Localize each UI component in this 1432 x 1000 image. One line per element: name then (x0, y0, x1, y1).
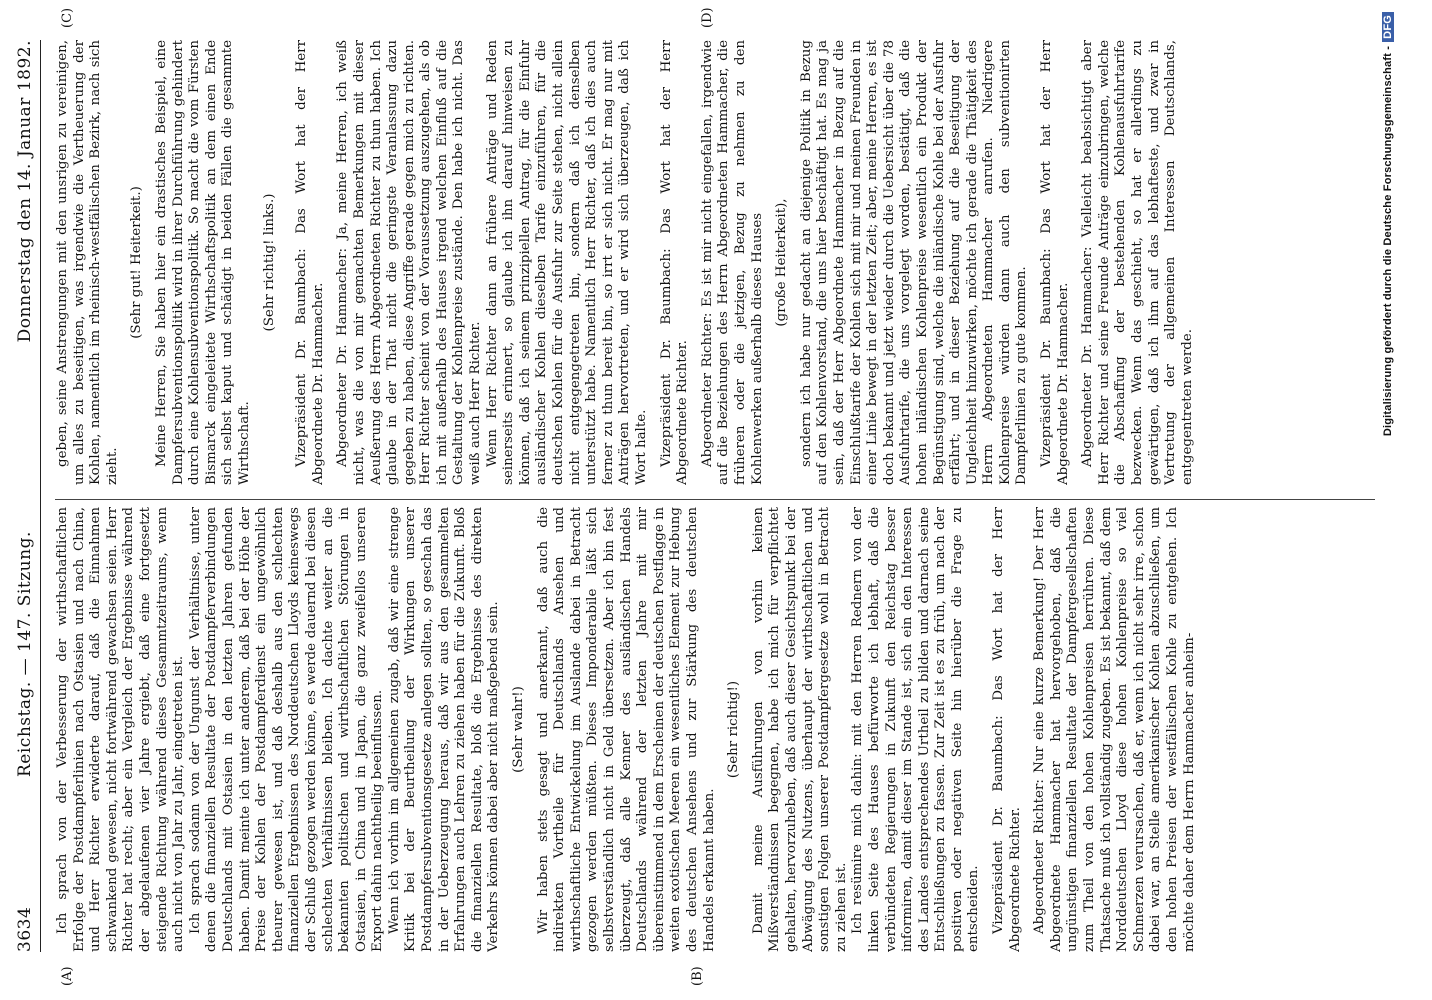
paragraph: Ich sprach von der Verbesserung der wirthschaftlichen Erfolge der Postdampferlinien nach Ostasien und nach China, und Herr Richter erwiderte darauf, daß die Einnahmen schwankend gewesen, nicht fortwährend gewachsen seien. Herr Richter hat recht; aber ein Vergleich der Ergebnisse während der abgelaufenen vier Jahre ergiebt, daß eine fortgesetzt steigende Richtung während dieses Gesammtzeitraums, wenn auch nicht von Jahr zu Jahr, eingetreten ist. (55, 507, 187, 952)
paragraph: Meine Herren, Sie haben hier ein drastisches Beispiel, eine Dampfersubventionspolitik wird in ihrer Durchführung gehindert durch eine Kohlensubventionspolitik. So macht die vom Fürsten Bismarck eingeleitete Wirthschaftspolitik an dem einen Ende sich selbst kaput und schädigt in beiden Fällen die gesammte Wirthschaft. (153, 40, 252, 485)
page-number: 3634 (15, 906, 35, 952)
paragraph: Abgeordneter Dr. Hammacher: Vielleicht beabsichtigt aber Herr Richter und seine Freunde Anträge einzubringen, welche die Abschaffung der bestehenden Kohlenausfuhrtarife bezwecken. Wenn das geschieht, so hat er allerdings zu gewärtigen, daß ich ihm auf das lebhafteste, und zwar in Vertretung der allgemeinen Interessen Deutschlands, entgegentreten werde. (1080, 40, 1195, 485)
column-divider (55, 499, 1375, 500)
interjection: (Sehr richtig!) (726, 680, 742, 779)
right-text-column (55, 40, 1375, 485)
interjection: (Sehr richtig! links.) (261, 193, 277, 332)
left-text-column (55, 507, 1375, 952)
paragraph: Ich sprach sodann von der Ungunst der Verhältnisse, unter denen die finanziellen Resultate der Postdampferverbindungen Deutschlands mit Ostasien in den letzten Jahren gefunden haben. Damit meinte ich unter anderem, daß bei der Höhe der Preise der Kohlen der Postdampferdienst ein ungewöhnlich theurer gewesen ist, und daß deshalb aus den schlechten finanziellen Ergebnissen des Norddeutschen Lloyds keineswegs der Schluß gezogen werden könne, es werde dauernd bei diesen schlechten Verhältnissen bleiben. Ich dachte weiter an die bekannten politischen und wirthschaftlichen Störungen in Ostasien, in China und in Japan, die ganz zweifellos unseren Export dahin nachtheilig beeinflussen. (187, 507, 386, 952)
paragraph: Abgeordneter Richter: Es ist mir nicht eingefallen, irgendwie auf die Beziehungen des Herrn Abgeordneten Hammacher, die früheren oder die jetzigen, Bezug zu nehmen zu den Kohlenwerken außerhalb dieses Hauses (699, 40, 765, 485)
paragraph: Abgeordneter Dr. Hammacher: Ja, meine Herren, ich weiß nicht, was die von mir gemachten Bemerkungen mit dieser Aeußerung des Herrn Abgeordneten Richter zu thun haben. Ich glaube in der That nicht die geringste Veranlassung dazu gegeben zu haben, diese Angriffe gerade gegen mich zu richten. Herr Richter scheint von der Voraussetzung auszugehen, als ob ich mit außerhalb des Hauses irgend welchen Einfluß auf die Gestaltung der Kohlenpreise zustände. Den habe ich nicht. Das weiß auch Herr Richter. (335, 40, 484, 485)
dfg-logo: DFG (1382, 12, 1394, 42)
session-date: Donnerstag den 14. Januar 1892. (15, 40, 35, 343)
paragraph: geben, seine Anstrengungen mit den unsrigen zu vereinigen, um alles zu beseitigen, was irgendwie die Vertheuerung der Kohlen, namentlich im rheinisch-westfälischen Bezirk, nach sich zieht. (55, 40, 120, 485)
speaker-announcement: Vizepräsident Dr. Baumbach: Das Wort hat der Herr Abgeordnete Richter. (991, 507, 1023, 952)
speaker-announcement: Vizepräsident Dr. Baumbach: Das Wort hat der Herr Abgeordnete Dr. Hammacher. (294, 40, 326, 485)
paragraph: Wenn Herr Richter dann an frühere Anträge und Reden seinerseits erinnert, so glaube ich ihn darauf hinweisen zu können, daß ich seinem prinzipiellen Antrag, für die Einfuhr ausländischer Kohlen dieselben Tarife einzuführen, für die deutschen Kohlen für die Ausfuhr zur Seite stehen, nicht allein nicht entgegengetreten bin, sondern daß ich denselben unterstützt habe. Namentlich Herr Richter, daß ich dies auch ferner zu thun bereit bin, so irrt er sich nicht. Er mag nur mit Anträgen hervortreten, und er wird sich überzeugen, daß ich Wort halte. (484, 40, 649, 485)
margin-marker-a: (A) (60, 966, 75, 986)
margin-marker-d: (D) (700, 7, 715, 28)
page-header (8, 40, 41, 952)
session-title: Reichstag. — 147. Sitzung. (15, 531, 35, 777)
interjection: (Sehr gut! Heiterkeit.) (129, 186, 145, 339)
speaker-announcement: Vizepräsident Dr. Baumbach: Das Wort hat der Herr Abgeordnete Richter. (658, 40, 691, 485)
interjection: (Sehr wahr!) (511, 686, 527, 773)
margin-marker-c: (C) (60, 7, 75, 28)
speaker-announcement: Vizepräsident Dr. Baumbach: Das Wort hat der Herr Abgeordnete Dr. Hammacher. (1039, 40, 1071, 485)
paragraph: Wir haben stets gesagt und anerkannt, daß auch die indirekten Vortheile für Deutschlands Ansehen und wirthschaftliche Entwickelung im Auslande dabei in Betracht gezogen werden müßten. Dieses Imponderabile läßt sich selbstverständlich nicht in Geld übersetzen. Aber ich bin fest überzeugt, daß alle Kenner des ausländischen Handels Deutschlands während der letzten Jahre mit mir übereinstimmend in dem Erscheinen der deutschen Postflagge in weiten exotischen Meeren ein wesentliches Element zur Hebung des deutschen Ansehens und zur Stärkung des deutschen Handels erkannt haben. (535, 507, 717, 952)
margin-marker-b: (B) (690, 966, 705, 986)
paragraph: Abgeordneter Richter: Nur eine kurze Bemerkung! Der Herr Abgeordnete Hammacher hat hervorgehoben, daß die ungünstigen finanziellen Resultate der Dampfergesellschaften zum Theil von den hohen Kohlenpreisen herrühren. Diese Thatsache muß ich vollständig zugeben. Es ist bekannt, daß dem Norddeutschen Lloyd diese hohen Kohlenpreise so viel Schmerzen verursachen, daß er, wenn ich nicht sehr irre, schon dabei war, an Stelle amerikanischer Kohlen abzuschließen, um den hohen Preisen der westfälischen Kohle zu entgehen. Ich möchte daher dem Herrn Hammacher anheim- (1032, 507, 1197, 952)
digitization-footer (1382, 12, 1394, 988)
paragraph: Ich resümire mich dahin: mit den Herren Rednern von der linken Seite des Hauses befürworte ich lebhaft, daß die verbündeten Regierungen in Zukunft den Reichstag besser informiren, damit dieser im Stande ist, sich ein den Interessen des Landes entsprechendes Urtheil zu bilden und darnach seine Entschließungen zu fassen. Zur Zeit ist es zu früh, um nach der positiven oder negativen Seite hin hierüber die Frage zu entscheiden. (850, 507, 982, 952)
footer-text: Digitalisierung gefördert durch die Deutsche Forschungsgemeinschaft - (1382, 45, 1394, 437)
paragraph: sondern ich habe nur gedacht an diejenige Politik in Bezug auf den Kohlenvorstand, die uns hier beschäftigt hat. Es mag ja sein, daß der Herr Abgeordnete Hammacher in Bezug auf die Einschlußtarife der Kohlen sich mit mir und meinen Freunden in einer Linie bewegt in der letzten Zeit; aber, meine Herren, es ist doch bekannt und jetzt wieder durch die Uebersicht über die 78 Ausfuhrtarife, die uns vorgelegt worden, bestätigt, daß die hohen inländischen Kohlenpreise wesentlich ein Produkt der Begünstigung sind, welche die inländische Kohle bei der Ausfuhr erfährt; und in dieser Beziehung auf die Beseitigung der Ungleichheit hinzuwirken, möchte ich gerade die Thätigkeit des Herrn Abgeordneten Hammacher anrufen. Niedrigere Kohlenpreise würden dann auch den subventionirten Dampferlinien zu gute kommen. (798, 40, 1030, 485)
paragraph: Damit meine Ausführungen von vorhin keinen Mißverständnissen begegnen, habe ich mich für verpflichtet gehalten, hervorzuheben, daß auch dieser Gesichtspunkt bei der Abwägung des Nutzens, überhaupt der wirthschaftlichen und sonstigen Folgen unserer Postdampfergesetze wohl in Betracht zu ziehen ist. (750, 507, 849, 952)
paragraph: Wenn ich vorhin im allgemeinen zugab, daß wir eine strenge Kritik bei der Beurtheilung der Wirkungen unserer Postdampfersubventionsgesetze anlegen sollten, so geschah das in der Ueberzeugung heraus, daß wir aus den gesammelten Erfahrungen auch Lehren zu ziehen haben für die Zukunft. Bloß die finanziellen Resultate, bloß die Ergebnisse des direkten Verkehrs können dabei aber nicht maßgebend sein. (386, 507, 502, 952)
interjection: (große Heiterkeit), (774, 198, 790, 327)
